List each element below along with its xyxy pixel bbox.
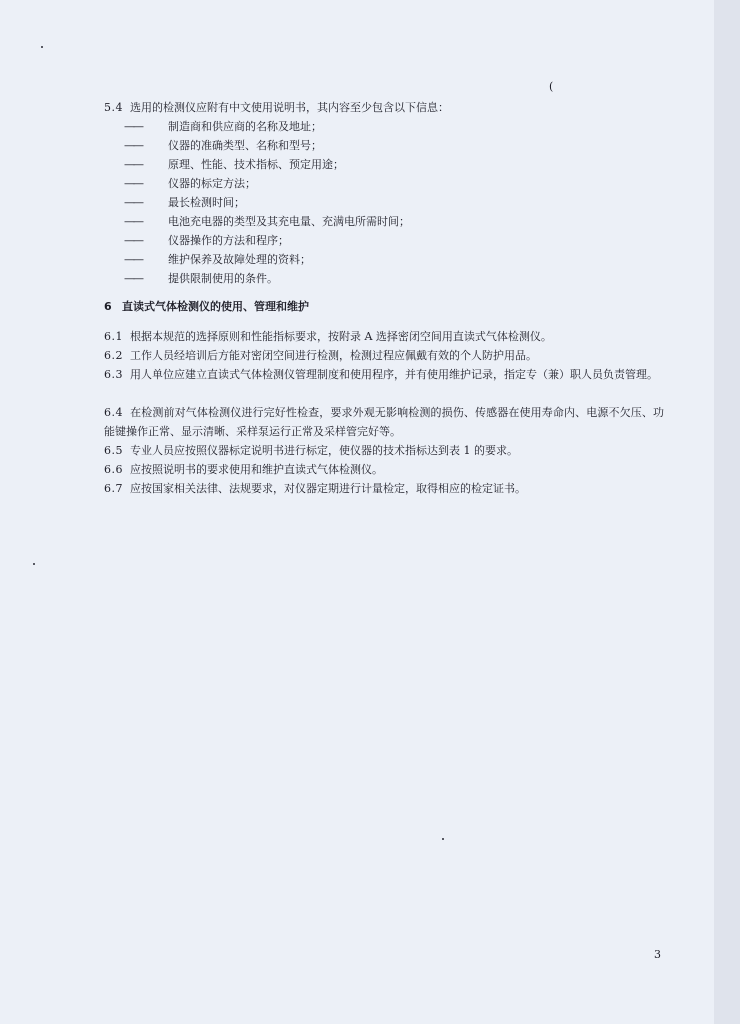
list-dash: —— xyxy=(124,120,142,133)
list-dash: —— xyxy=(124,177,142,190)
clause-text: 在检测前对气体检测仪进行完好性检查，要求外观无影响检测的损伤、传感器在使用寿命内、电源不欠压、功能键操作正常、显示清晰、采样泵运行正常及采样管完好等。 xyxy=(104,406,664,438)
clause-number: 6.6 xyxy=(104,463,123,476)
section-heading xyxy=(104,297,309,316)
list-item-text: 仪器操作的方法和程序； xyxy=(168,234,289,247)
clause-number: 6.1 xyxy=(104,330,123,343)
clause-text: 用人单位应建立直读式气体检测仪管理制度和使用程序，并有使用维护记录，指定专（兼）职人员负责管理。 xyxy=(130,368,658,381)
list-item xyxy=(124,137,644,155)
list-item xyxy=(124,194,644,212)
list-item xyxy=(124,118,644,136)
scan-speck xyxy=(41,46,43,48)
list-item-text: 提供限制使用的条件。 xyxy=(168,272,278,285)
clause-number: 6.7 xyxy=(104,482,123,495)
list-dash: —— xyxy=(124,253,142,266)
list-item xyxy=(124,232,644,250)
clause-5-4 xyxy=(104,98,664,117)
clause-number: 6.3 xyxy=(104,368,123,381)
list-item-text: 仪器的标定方法； xyxy=(168,177,256,190)
list-item xyxy=(124,251,644,269)
list-dash: —— xyxy=(124,196,142,209)
clause-6-5 xyxy=(104,441,664,460)
page-number: 3 xyxy=(654,948,661,961)
list-item xyxy=(124,175,644,193)
list-item xyxy=(124,156,644,174)
clause-6-3 xyxy=(104,365,664,384)
list-dash: —— xyxy=(124,158,142,171)
clause-text: 应按照说明书的要求使用和维护直读式气体检测仪。 xyxy=(130,463,383,476)
clause-number: 6.4 xyxy=(104,406,123,419)
clause-6-7 xyxy=(104,479,664,498)
list-item-text: 原理、性能、技术指标、预定用途； xyxy=(168,158,344,171)
scan-speck xyxy=(442,838,444,840)
clause-number: 6.2 xyxy=(104,349,123,362)
list-item xyxy=(124,270,644,288)
list-item-text: 仪器的准确类型、名称和型号； xyxy=(168,139,322,152)
clause-text: 根据本规范的选择原则和性能指标要求，按附录 A 选择密闭空间用直读式气体检测仪。 xyxy=(130,330,552,343)
list-item-text: 最长检测时间； xyxy=(168,196,245,209)
clause-6-2 xyxy=(104,346,664,365)
list-dash: —— xyxy=(124,272,142,285)
clause-text: 专业人员应按照仪器标定说明书进行标定，使仪器的技术指标达到表 1 的要求。 xyxy=(130,444,518,457)
clause-6-4 xyxy=(104,403,664,441)
clause-text: 选用的检测仪应附有中文使用说明书，其内容至少包含以下信息： xyxy=(130,101,449,114)
list-dash: —— xyxy=(124,139,142,152)
scan-speck xyxy=(33,563,35,565)
clause-number: 5.4 xyxy=(104,101,123,114)
corner-mark: ( xyxy=(549,80,554,93)
clause-text: 应按国家相关法律、法规要求，对仪器定期进行计量检定，取得相应的检定证书。 xyxy=(130,482,526,495)
list-item-text: 电池充电器的类型及其充电量、充满电所需时间； xyxy=(168,215,410,228)
clause-number: 6.5 xyxy=(104,444,123,457)
list-dash: —— xyxy=(124,215,142,228)
list-item-text: 维护保养及故障处理的资料； xyxy=(168,253,311,266)
section-title: 直读式气体检测仪的使用、管理和维护 xyxy=(122,300,309,313)
clause-6-6 xyxy=(104,460,664,479)
list-dash: —— xyxy=(124,234,142,247)
list-item xyxy=(124,213,644,231)
list-item-text: 制造商和供应商的名称及地址； xyxy=(168,120,322,133)
page-edge-shadow xyxy=(714,0,740,1024)
section-number: 6 xyxy=(104,300,113,313)
clause-text: 工作人员经培训后方能对密闭空间进行检测，检测过程应佩戴有效的个人防护用品。 xyxy=(130,349,537,362)
clause-6-1 xyxy=(104,327,664,346)
